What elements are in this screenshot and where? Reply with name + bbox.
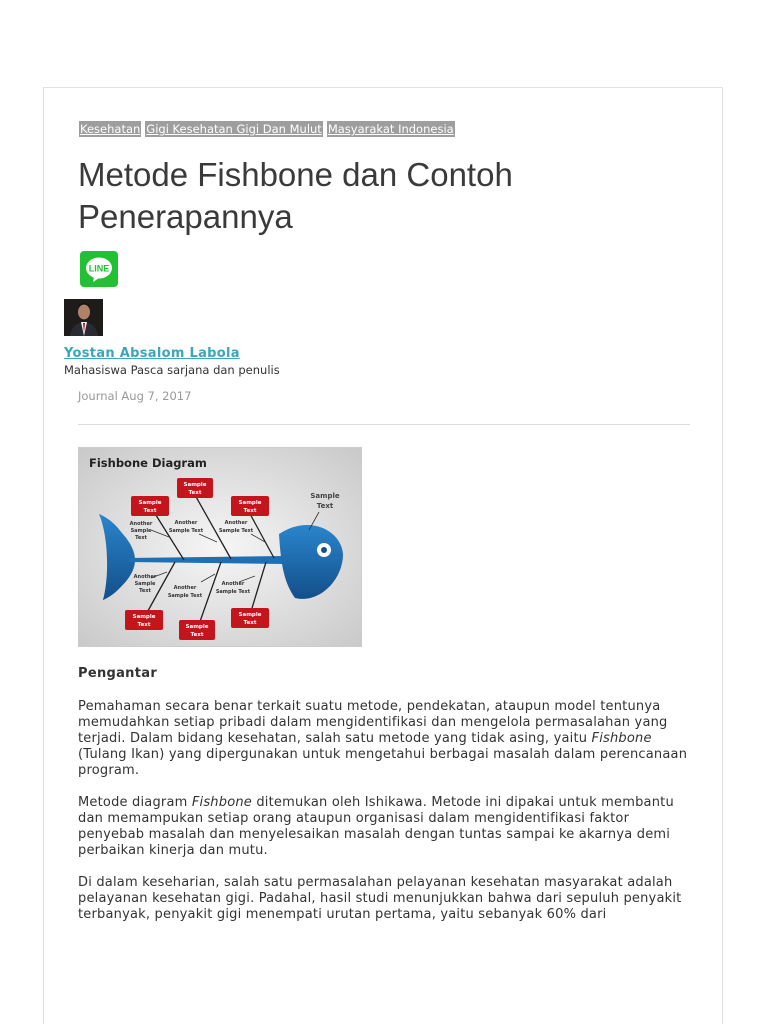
- section-title: Pengantar: [78, 666, 158, 681]
- tag-kesehatan[interactable]: Kesehatan: [80, 122, 141, 136]
- svg-text:Text: Text: [135, 535, 147, 541]
- author-avatar[interactable]: [64, 299, 103, 336]
- svg-text:Sample Text: Sample Text: [215, 589, 251, 595]
- svg-text:Text: Text: [190, 632, 204, 638]
- svg-text:Another: Another: [129, 521, 153, 527]
- tag-gigi[interactable]: Gigi Kesehatan Gigi Dan Mulut: [146, 122, 322, 136]
- svg-text:Text: Text: [316, 502, 334, 510]
- svg-text:Sample: Sample: [238, 500, 262, 506]
- article-title: Metode Fishbone dan Contoh Penerapannya: [78, 156, 513, 235]
- line-icon-label: LINE: [88, 263, 110, 274]
- author-description: Mahasiswa Pasca sarjana dan penulis: [64, 363, 280, 377]
- svg-text:Sample: Sample: [238, 612, 262, 618]
- article-card: [43, 87, 723, 1024]
- svg-text:Sample Text: Sample Text: [168, 528, 204, 534]
- svg-text:Another: Another: [221, 581, 245, 587]
- svg-text:Another: Another: [173, 585, 197, 591]
- author-name-link[interactable]: Yostan Absalom Labola: [64, 346, 240, 361]
- svg-text:Text: Text: [137, 622, 151, 628]
- svg-text:Another: Another: [133, 574, 157, 580]
- tag-masyarakat[interactable]: Masyarakat Indonesia: [327, 122, 454, 136]
- paragraph-3: Di dalam keseharian, salah satu permasalahan pelayanan kesehatan masyarakat adalah pelayanan kesehatan gigi. Padahal, hasil studi menunjukkan bahwa dari sepuluh penyakit terbanyak, penyakit gigi menempati urutan pertama, yaitu sebanyak 60% dari: [78, 875, 682, 922]
- article-meta: Journal Aug 7, 2017: [78, 389, 192, 403]
- svg-text:Sample: Sample: [138, 500, 162, 506]
- svg-text:Sample: Sample: [183, 482, 207, 488]
- svg-text:Sample: Sample: [132, 614, 156, 620]
- svg-text:Text: Text: [243, 508, 257, 514]
- svg-text:Sample: Sample: [310, 492, 340, 500]
- paragraph-1: Pemahaman secara benar terkait suatu metode, pendekatan, ataupun model tentunya memudahkan setiap pribadi dalam mengidentifikasi dan mengelola permasalahan yang terjadi. Dalam bidang kesehatan, salah satu metode yang tidak asing, yaitu Fishbone (Tulang Ikan) yang dipergunakan untuk mengetahui berbagai masalah dalam perencanaan program.: [78, 699, 688, 778]
- svg-text:Sample: Sample: [130, 528, 152, 534]
- svg-text:Sample: Sample: [134, 581, 156, 587]
- line-share-button[interactable]: [80, 251, 118, 287]
- svg-text:Text: Text: [188, 490, 202, 496]
- figure-heading: Fishbone Diagram: [89, 456, 207, 470]
- svg-text:Text: Text: [243, 620, 257, 626]
- svg-text:Sample Text: Sample Text: [218, 528, 254, 534]
- svg-text:Text: Text: [143, 508, 157, 514]
- svg-text:Sample: Sample: [185, 624, 209, 630]
- tag-list: [79, 121, 455, 137]
- svg-text:Sample Text: Sample Text: [167, 593, 203, 599]
- svg-text:Another: Another: [224, 520, 248, 526]
- svg-text:Text: Text: [139, 588, 151, 594]
- paragraph-2: Metode diagram Fishbone ditemukan oleh Ishikawa. Metode ini dipakai untuk membantu dan memampukan setiap orang ataupun organisasi dalam mengidentifikasi faktor penyebab masalah dan menyelesaikan masalah dengan tuntas sampai ke akarnya demi perbaikan kinerja dan mutu.: [78, 795, 674, 858]
- line-icon: [84, 255, 114, 283]
- divider: [78, 424, 690, 425]
- svg-text:Another: Another: [174, 520, 198, 526]
- fishbone-figure: [78, 447, 362, 647]
